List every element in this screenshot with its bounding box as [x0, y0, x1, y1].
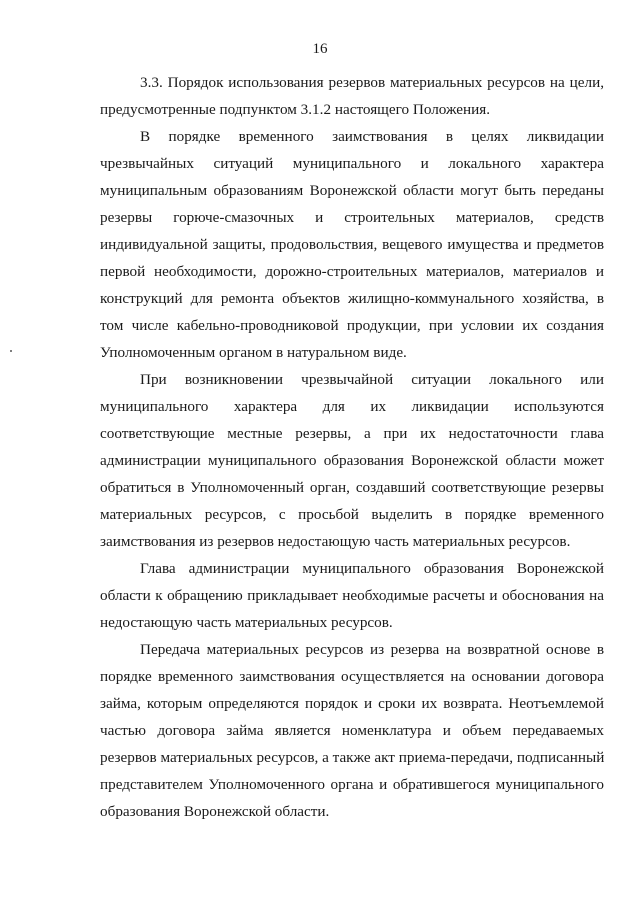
text-line: муниципального характера для их ликвидации используются [100, 398, 604, 415]
text-line: области к обращению прикладывает необходимые расчеты и обоснования на [100, 587, 604, 604]
text-line: конструкций для ремонта объектов жилищно-коммунального хозяйства, в [100, 290, 604, 307]
text-line: индивидуальной защиты, продовольствия, вещевого имущества и предметов [100, 236, 604, 253]
text-line: предусмотренные подпунктом 3.1.2 настоящего Положения. [100, 101, 491, 118]
text-line: Глава администрации муниципального образования Воронежской [140, 560, 604, 577]
text-line: представителем Уполномоченного органа и обратившегося муниципального [100, 776, 604, 793]
text-line: При возникновении чрезвычайной ситуации локального или [140, 371, 604, 388]
margin-mark [10, 350, 12, 352]
text-line: займа, которым определяются порядок и сроки их возврата. Неотъемлемой [100, 695, 604, 712]
text-line: муниципальным образованиям Воронежской области могут быть переданы [100, 182, 604, 199]
text-line: резервы горюче-смазочных и строительных материалов, средств [100, 209, 604, 226]
text-line: заимствования из резервов недостающую часть материальных ресурсов. [100, 533, 571, 550]
text-line: порядке временного заимствования осуществляется на основании договора [100, 668, 604, 685]
text-line: резервов материальных ресурсов, а также акт приема-передачи, подписанный [100, 749, 605, 766]
text-line: 3.3. Порядок использования резервов материальных ресурсов на цели, [140, 74, 604, 91]
text-line: том числе кабельно-проводниковой продукции, при условии их создания [100, 317, 604, 334]
page-number: 16 [312, 41, 328, 57]
text-line: материальных ресурсов, с просьбой выделить в порядке временного [100, 506, 604, 523]
text-line: частью договора займа является номенклатура и объем передаваемых [100, 722, 604, 739]
text-line: недостающую часть материальных ресурсов. [100, 614, 393, 631]
text-line: В порядке временного заимствования в целях ликвидации [140, 128, 604, 145]
text-line: Уполномоченным органом в натуральном виде. [100, 344, 407, 361]
text-line: образования Воронежской области. [100, 803, 330, 820]
text-line: администрации муниципального образования Воронежской области может [100, 452, 604, 469]
text-line: Передача материальных ресурсов из резерва на возвратной основе в [140, 641, 604, 658]
text-line: первой необходимости, дорожно-строительных материалов, материалов и [100, 263, 604, 280]
text-line: соответствующие местные резервы, а при их недостаточности глава [100, 425, 604, 442]
text-line: чрезвычайных ситуаций муниципального и локального характера [100, 155, 604, 172]
text-line: обратиться в Уполномоченный орган, создавший соответствующие резервы [100, 479, 604, 496]
